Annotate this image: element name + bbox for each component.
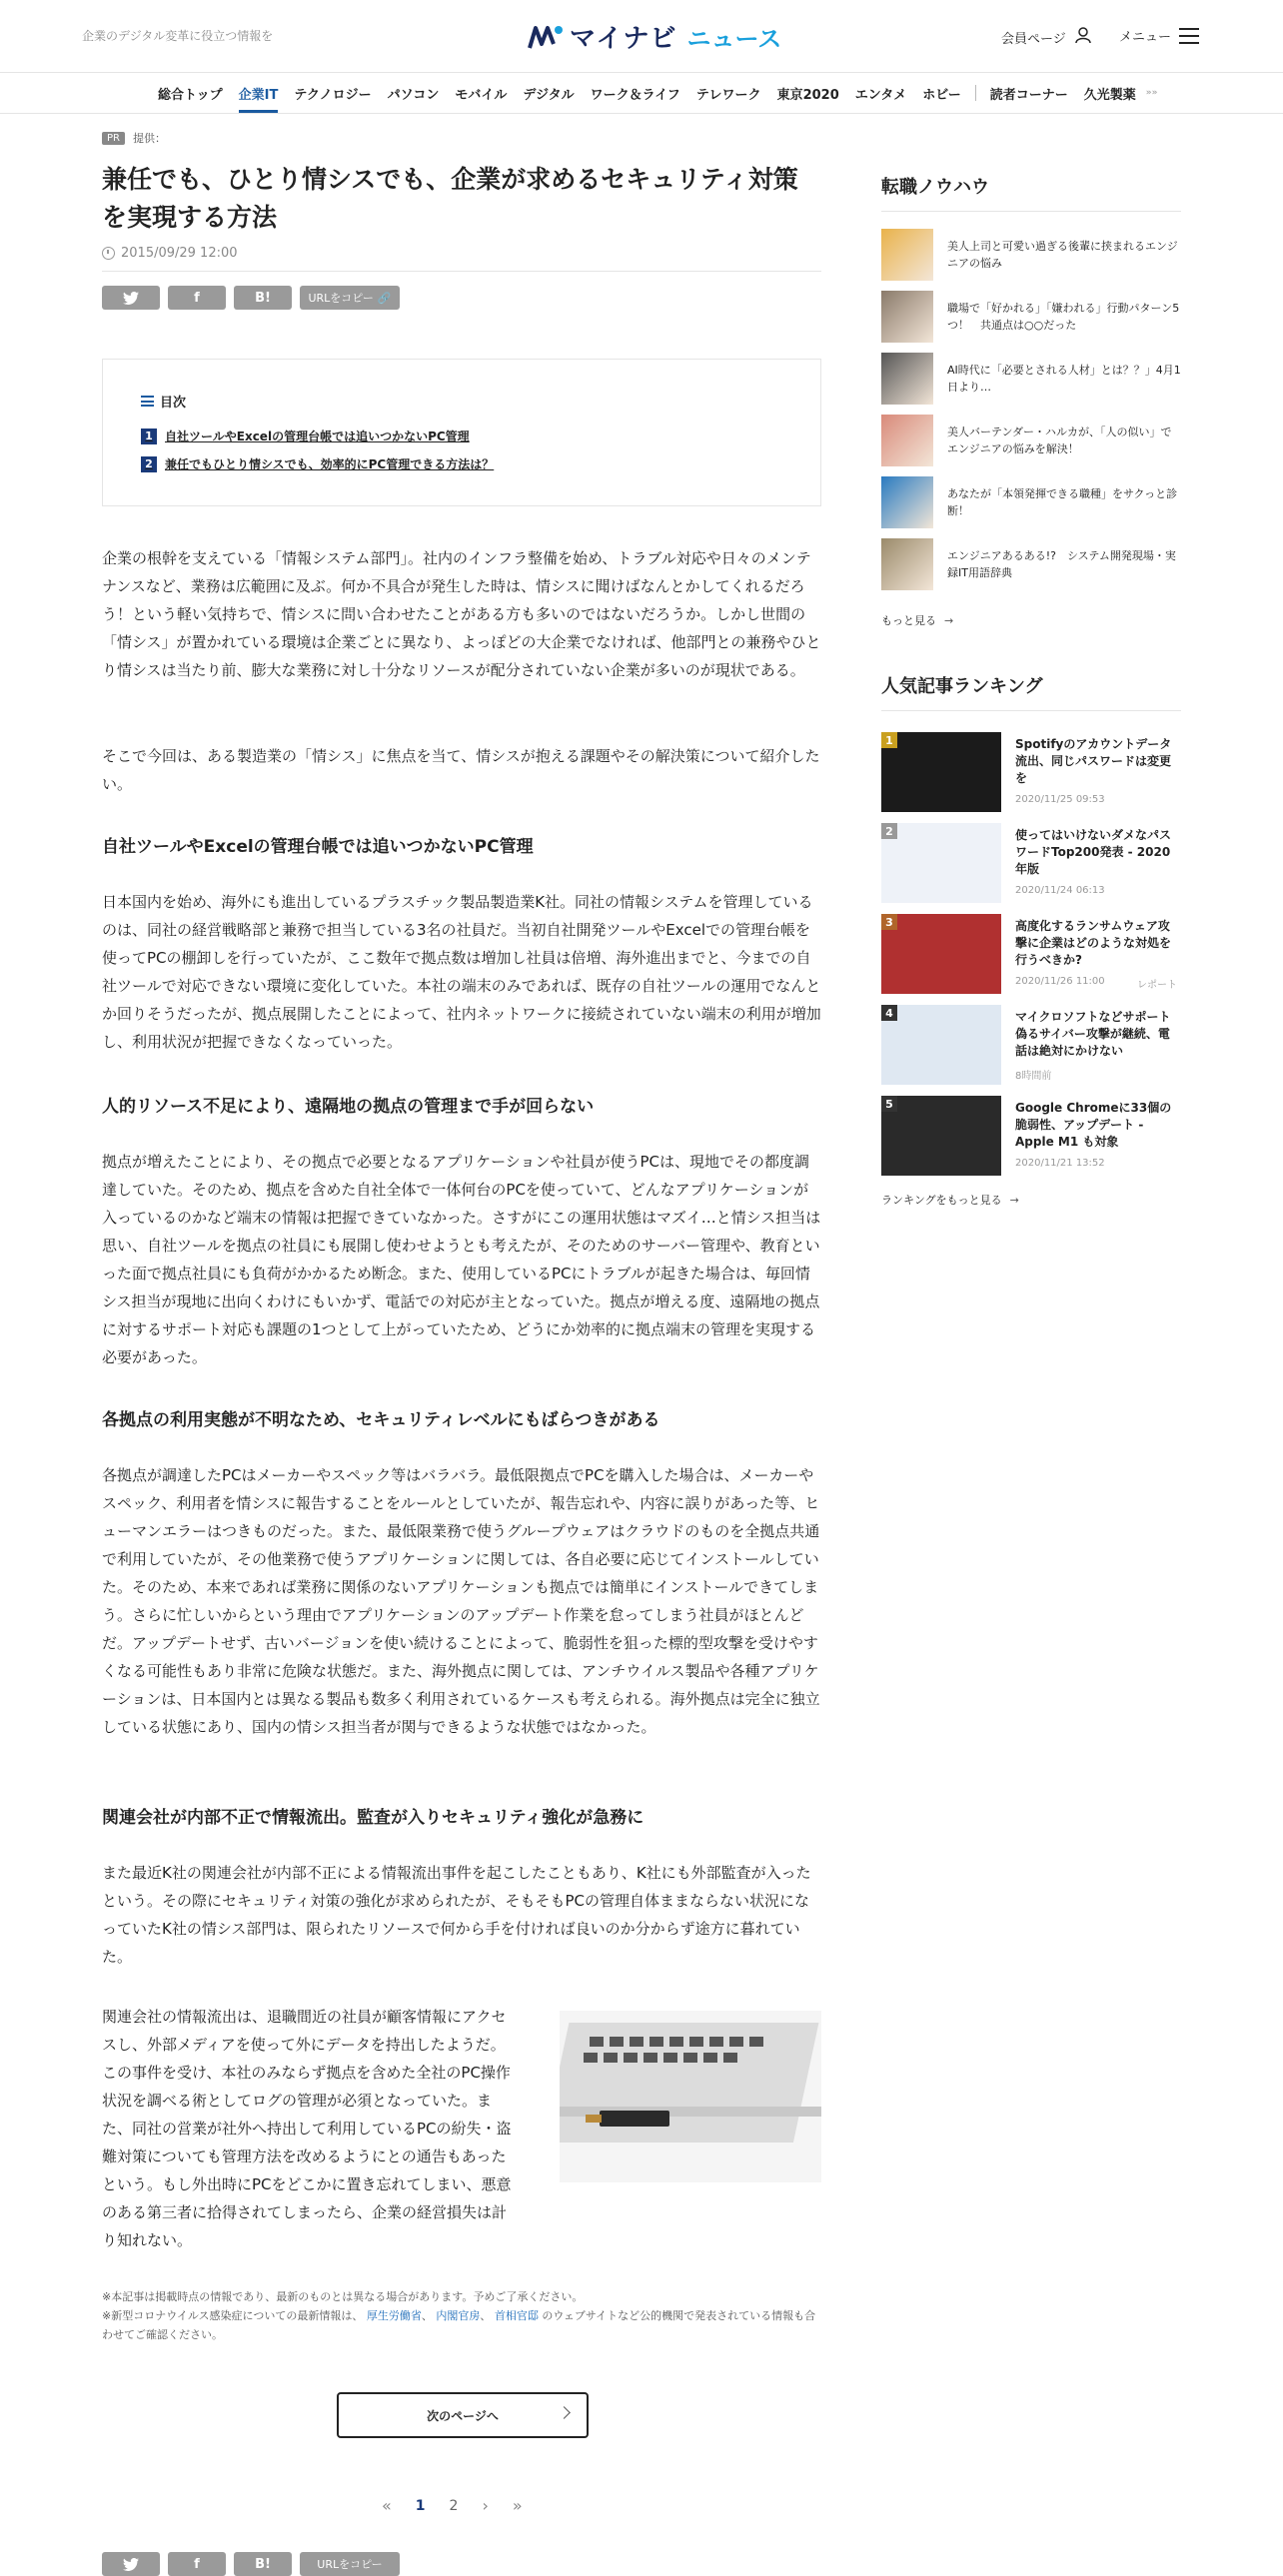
toc-item-1[interactable] xyxy=(141,428,470,444)
article-paragraph: また最近K社の関連会社が内部不正による情報流出事件を起こしたこともあり、K社にも外部監査が入ったという。その際にセキュリティ対策の強化が求められたが、そもそもPCの管理自体ままならない状況になっていたK社の情シス部門は、限られたリソースで何から手を付ければ良いのか分からず途方に暮れていた。 xyxy=(102,1864,811,1966)
rank-number: 3 xyxy=(881,914,897,930)
article-paragraph: 各拠点が調達したPCはメーカーやスペック等はバラバラ。最低限拠点でPCを購入した場合は、メーカーやスペック、利用者を情シスに報告することをルールとしていたが、報告忘れや、内容に誤りがあった等、ヒューマンエラーはつきものだった。また、最低限業務で使うグループウェアはクラウドのものを全拠点共通で利用していたが、その他業務で使うアプリケーションに関しては、各自必要に応じてインストールしていた。そのため、本来であれば業務に関係のないアプリケーションも拠点では簡単にインストールできてしまう。さらに忙しいからという理由でアプリケーションのアップデート作業を怠ってしまう社員がほとんどだ。アップデートせず、古いバージョンを使い続けることによって、脆弱性を狙った標的型攻撃を受けやすくなる可能性もあり非常に危険な状態だ。また、海外拠点に関しては、アンチウイルス製品や各種アプリケーションは、日本国内とは異なる製品も数多く利用されているケースも考えられる。海外拠点は完全に独立している状態にあり、国内の情シス担当者が関与できるような状態ではなかった。 xyxy=(102,1466,820,1736)
note-2-suffix: のウェブサイトなど公的機関で発表されている情報も合わせてご確認ください。 xyxy=(102,2309,816,2341)
nav-item[interactable]: モバイル xyxy=(455,87,508,103)
article-thumbnail xyxy=(881,823,1001,903)
article-paragraph: 企業の根幹を支えている「情報システム部門」。社内のインフラ整備を始め、トラブル対応や日々のメンテナンスなど、業務は広範囲に及ぶ。何か不具合が発生した時は、情シスに聞けばなんとかしてくれるだろう！という軽い気持ちで、情シスに問い合わせたことがある方も多いのではないだろうか。しかし世間の「情シス」が置かれている環境は企業ごとに異なり、よっぽどの大企業でなければ、他部門との兼務やひとり情シスは当たり前、膨大な業務に対し十分なリソースが配分されていない企業が多いのが現状である。 xyxy=(102,549,821,679)
category-nav xyxy=(0,73,1283,114)
article-thumbnail xyxy=(881,538,933,590)
member-page-link[interactable] xyxy=(1001,26,1092,48)
nav-item[interactable]: ホビー xyxy=(922,87,961,103)
section-heading: 人的リソース不足により、遠隔地の拠点の管理まで手が回らない xyxy=(102,1097,595,1117)
career-knowhow-item[interactable] xyxy=(881,476,1181,528)
nav-item[interactable]: 総合トップ xyxy=(158,87,223,103)
ranking-item-title: Spotifyのアカウントデータ流出、同じパスワードは変更を xyxy=(1015,737,1172,785)
logo-mark-icon xyxy=(528,22,564,52)
ranking-item-date: 2020/11/25 09:53 xyxy=(1015,794,1105,805)
rank-number: 5 xyxy=(881,1096,897,1112)
career-knowhow-item[interactable] xyxy=(881,229,1181,281)
rank-number: 4 xyxy=(881,1005,897,1021)
toc-item-number: 2 xyxy=(141,456,157,472)
ranking-item-title: 使ってはいけないダメなパスワードTop200発表 - 2020年版 xyxy=(1015,828,1172,876)
toc-item-label: 自社ツールやExcelの管理台帳では追いつかないPC管理 xyxy=(165,429,470,443)
toc-title xyxy=(141,392,186,411)
nav-item[interactable]: ワーク＆ライフ xyxy=(590,87,680,103)
first-page-icon[interactable]: « xyxy=(382,2496,392,2515)
article-paragraph: そこで今回は、ある製造業の「情シス」に焦点を当て、情シスが抱える課題やその解決策について紹介したい。 xyxy=(102,747,820,793)
ranking-item[interactable] xyxy=(881,823,1181,905)
toc-item-label: 兼任でもひとり情シスでも、効率的にPC管理できる方法は？ xyxy=(165,457,495,471)
career-knowhow-title: あなたが「本領発揮できる職種」をサクっと診断！ xyxy=(947,487,1178,517)
career-knowhow-title: 転職ノウハウ xyxy=(881,177,989,198)
page-1[interactable]: 1 xyxy=(415,2497,426,2514)
career-more-link[interactable] xyxy=(881,612,953,628)
sponsor-label: 提供： xyxy=(132,132,166,145)
note-1: ※本記事は掲載時点の情報であり、最新のものとは異なる場合があります。予めご了承ください。 xyxy=(102,2290,584,2303)
article-thumbnail xyxy=(881,476,933,528)
nav-item[interactable]: 東京2020 xyxy=(776,87,839,103)
site-header xyxy=(0,0,1283,73)
article-thumbnail xyxy=(881,415,933,466)
share-buttons xyxy=(102,286,400,310)
member-page-label: 会員ページ xyxy=(1001,31,1066,47)
career-knowhow-item[interactable] xyxy=(881,538,1181,590)
career-knowhow-title: 美人バーテンダー・ハルカが、「人の似い」でエンジニアの悩みを解決！ xyxy=(947,426,1172,455)
section-heading: 自社ツールやExcelの管理台帳では追いつかないPC管理 xyxy=(102,837,534,857)
facebook-share-button[interactable]: f xyxy=(168,286,226,310)
career-knowhow-item[interactable] xyxy=(881,353,1181,405)
toc-title-text: 目次 xyxy=(160,396,187,411)
article-date-text: 2015/09/29 12:00 xyxy=(121,246,238,261)
toc-item-number: 1 xyxy=(141,429,157,444)
next-page-icon[interactable]: › xyxy=(482,2496,489,2515)
arrow-right-icon: → xyxy=(944,613,954,627)
nav-extra-item[interactable]: 久光製薬 xyxy=(1083,87,1136,103)
article-date xyxy=(102,246,238,261)
career-more-label: もっと見る xyxy=(881,614,936,627)
list-icon xyxy=(141,396,154,407)
nav-item[interactable]: デジタル xyxy=(523,87,575,103)
rank-number: 2 xyxy=(881,823,897,839)
section-heading: 各拠点の利用実態が不明なため、セキュリティレベルにもばらつきがある xyxy=(102,1410,660,1430)
hatena-share-button[interactable]: B! xyxy=(234,2552,292,2576)
facebook-share-button[interactable]: f xyxy=(168,2552,226,2576)
article-paragraph: 拠点が増えたことにより、その拠点で必要となるアプリケーションや社員が使うPCは、現地でその都度調達していた。そのため、拠点を含めた自社全体で一体何台のPCを使っていて、どんなアプリケーションが入っているのかなど端末の情報は把握できていなかった。さすがにこの運用状態はマズイ…と情シス担当は思い、自社ツールを拠点の社員にも展開し使わせようとも考えたが、そのためのサーバー管理や、教育といった面で拠点社員にも負荷がかかるため断念。また、使用しているPCにトラブルが起きた場合は、毎回情シス担当が現地に出向くわけにもいかず、電話での対応が主となっていた。拠点が増える度、遠隔地の拠点に対するサポート対応も課題の1つとして上がっていたため、どうにか効率的に拠点端末の管理を実現する必要があった。 xyxy=(102,1153,821,1366)
next-page-label: 次のページへ xyxy=(427,2408,499,2423)
laptop-usb-image xyxy=(560,2011,821,2182)
ranking-item-date: 2020/11/21 13:52 xyxy=(1015,1158,1105,1169)
nav-item[interactable]: パソコン xyxy=(387,87,440,103)
twitter-share-button[interactable] xyxy=(102,2552,160,2576)
last-page-icon[interactable]: » xyxy=(512,2496,523,2515)
divider xyxy=(881,211,1181,212)
ranking-item[interactable] xyxy=(881,732,1181,814)
share-buttons-bottom xyxy=(102,2552,400,2576)
mhlw-link[interactable]: 厚生労働省 xyxy=(366,2309,422,2322)
site-tagline: 企業のデジタル変革に役立つ情報を xyxy=(82,29,274,43)
ranking-item-date: 2020/11/24 06:13 xyxy=(1015,885,1105,896)
divider xyxy=(102,271,821,272)
article-thumbnail xyxy=(881,732,1001,812)
article-thumbnail xyxy=(881,291,933,343)
career-knowhow-item[interactable] xyxy=(881,415,1181,466)
ranking-more-link[interactable] xyxy=(881,1192,1019,1208)
nav-divider xyxy=(975,85,976,101)
article-paragraph: 日本国内を始め、海外にも進出しているプラスチック製品製造業K社。同社の情報システムを管理しているのは、同社の経営戦略部と兼務で担当している3名の社員だ。当初自社開発ツールやExcelでの管理台帳を使ってPCの棚卸しを行っていたが、ここ数年で拠点数は増加し社員は倍増、海外進出までと、今までの自社ツールで対応できない環境に変化していた。本社の端末のみであれば、既存の自社ツールの運用でなんとか回りそうだったが、拠点展開したことによって、社内ネットワークに接続されていない端末の利用が増加し、利用状況が把握できなくなっていった。 xyxy=(102,893,821,1051)
career-knowhow-title: エンジニアあるある!? システム開発現場・実録IT用語辞典 xyxy=(947,549,1176,579)
career-knowhow-title: AI時代に「必要とされる人材」とは？？」4月1日より… xyxy=(947,364,1181,394)
copy-url-label: URLをコピー xyxy=(308,292,374,305)
arrow-right-icon: → xyxy=(1009,1193,1019,1207)
cabinet-link[interactable]: 内閣官房 xyxy=(436,2309,481,2322)
ranking-item-date: 2020/11/26 11:00 xyxy=(1015,976,1105,987)
nav-item[interactable]: 企業IT xyxy=(231,73,287,113)
category-nav-items xyxy=(150,73,1157,113)
article-title: 兼任でも、ひとり情シスでも、企業が求めるセキュリティ対策を実現する方法 xyxy=(102,165,798,232)
article-thumbnail xyxy=(881,1096,1001,1176)
nav-item[interactable]: テクノロジー xyxy=(294,87,372,103)
twitter-share-button[interactable] xyxy=(102,286,160,310)
pagination xyxy=(382,2496,523,2515)
copy-url-button[interactable]: URLをコピー xyxy=(300,2552,400,2576)
article-paragraph: 関連会社の情報流出は、退職間近の社員が顧客情報にアクセスし、外部メディアを使って外にデータを持出したようだ。この事件を受け、本社のみならず拠点を含めた全社のPC操作状況を調べる術としてログの管理が必須となっていた。また、同社の営業が社外へ持出して利用しているPCの紛失・盗難対策についても管理方法を改めるようにとの通告もあったという。もし外出時にPCをどこかに置き忘れてしまい、悪意のある第三者に拾得されてしまったら、企業の経営損失は計り知れない。 xyxy=(102,2008,512,2249)
site-logo[interactable] xyxy=(528,18,781,55)
twitter-icon xyxy=(123,2558,139,2571)
toc-item-2[interactable] xyxy=(141,455,494,472)
ranking-title: 人気記事ランキング xyxy=(881,676,1043,697)
career-knowhow-title: 職場で「好かれる」「嫌われる」行動パターン5つ！ 共通点は○○だった xyxy=(947,302,1180,332)
chevron-right-icon xyxy=(558,2406,571,2419)
link-icon: 🔗 xyxy=(377,291,392,305)
ranking-item[interactable] xyxy=(881,914,1181,996)
ranking-more-label: ランキングをもっと見る xyxy=(881,1194,1002,1207)
sponsor-line xyxy=(102,130,166,146)
ranking-item-tag: レポート xyxy=(1137,980,1177,991)
next-page-button[interactable] xyxy=(337,2392,589,2438)
logo-news: ニュース xyxy=(686,25,782,53)
clock-icon xyxy=(102,247,115,260)
career-knowhow-item[interactable] xyxy=(881,291,1181,343)
ranking-item[interactable] xyxy=(881,1096,1181,1178)
nav-extra-item[interactable]: 読者コーナー xyxy=(989,87,1068,103)
nav-more-icon[interactable]: »» xyxy=(1145,88,1158,98)
kantei-link[interactable]: 首相官邸 xyxy=(494,2309,539,2322)
nav-item[interactable]: エンタメ xyxy=(854,87,907,103)
divider xyxy=(881,710,1181,711)
ranking-item[interactable] xyxy=(881,1005,1181,1087)
article-thumbnail xyxy=(881,353,933,405)
ranking-item-date: 8時間前 xyxy=(1015,1071,1052,1082)
twitter-icon xyxy=(123,292,139,305)
rank-number: 1 xyxy=(881,732,897,748)
nav-item[interactable]: テレワーク xyxy=(695,87,761,103)
career-knowhow-title: 美人上司と可愛い過ぎる後輩に挟まれるエンジニアの悩み xyxy=(947,240,1178,270)
menu-label: メニュー xyxy=(1119,30,1172,45)
article-thumbnail xyxy=(881,229,933,281)
table-of-contents xyxy=(102,359,821,506)
ranking-item-title: マイクロソフトなどサポート偽るサイバー攻撃が継続、電話は絶対にかけない xyxy=(1015,1010,1171,1058)
menu-button[interactable] xyxy=(1119,26,1199,45)
pr-badge: PR xyxy=(102,132,125,145)
ranking-item-title: Google Chromeに33個の脆弱性、アップデート - Apple M1 も対象 xyxy=(1015,1101,1172,1149)
hamburger-icon xyxy=(1179,28,1199,44)
hatena-share-button[interactable]: B! xyxy=(234,286,292,310)
note-2-prefix: ※新型コロナウイルス感染症についての最新情報は、 xyxy=(102,2309,364,2322)
page-2[interactable]: 2 xyxy=(449,2497,459,2514)
logo-brand: マイナビ xyxy=(570,24,677,54)
article-thumbnail xyxy=(881,1005,1001,1085)
copy-url-button[interactable] xyxy=(300,286,400,310)
section-heading: 関連会社が内部不正で情報流出。監査が入りセキュリティ強化が急務に xyxy=(102,1808,644,1828)
user-icon xyxy=(1074,26,1092,48)
article-thumbnail xyxy=(881,914,1001,994)
article-note: ※本記事は掲載時点の情報であり、最新のものとは異なる場合があります。予めご了承ください。 ※新型コロナウイルス感染症についての最新情報は、 厚生労働省、 内閣官房、 首相官邸 のウェブサイトなど公的機関で発表されている情報も合わせてご確認ください。 xyxy=(102,2290,816,2341)
ranking-item-title: 高度化するランサムウェア攻撃に企業はどのような対処を行うべきか? xyxy=(1015,919,1172,967)
